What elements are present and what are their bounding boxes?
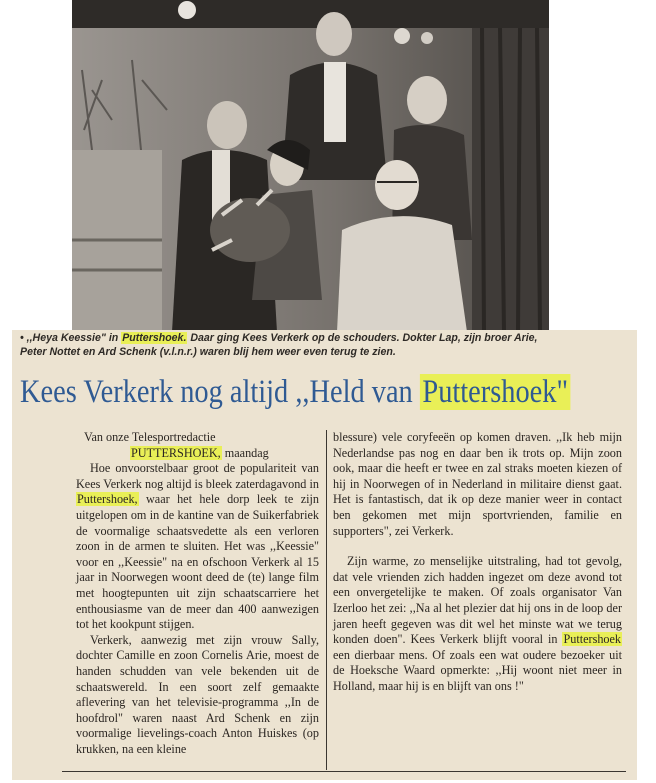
headline-text: Kees Verkerk nog altijd ,,Held van	[20, 374, 413, 410]
caption-place-highlight: Puttershoek.	[122, 332, 187, 344]
caption-bullet: •	[20, 332, 24, 344]
headline-place: Puttershoek	[422, 374, 557, 410]
photo-caption	[20, 332, 632, 359]
column-2-paragraph-2	[333, 554, 622, 694]
paragraph-2: Verkerk, aanwezig met zijn vrouw Sally, dochter Camille en zoon Cornelis Arie, moest de handen schudden van vele bekenden uit de schaatswereld. In een soort zelf gemaakte aflevering van het televisie-programma ,,In de hoofdrol" waren naast Ard Schenk en zijn voormalige lievelings-coach Anton Huiskes (op krukken, na een kleine	[76, 632, 319, 756]
group-photo-icon	[72, 0, 549, 332]
paragraph-1-place: Puttershoek,	[77, 492, 138, 507]
headline	[20, 372, 569, 412]
paragraph-1-a: Hoe onvoorstelbaar groot de populariteit van Kees Verkerk nog altijd is bleek zaterdagavond in	[76, 461, 319, 491]
column-2-place: Puttershoek	[563, 632, 622, 647]
article-column-1	[76, 430, 319, 757]
byline: Van onze Telesportredactie	[84, 430, 216, 444]
dateline-day: maandag	[224, 445, 269, 460]
paragraph-1-b: waar het hele dorp leek te zijn uitgelopen om in de kantine van de Suikerfabriek de voormalige schaatsvedette als een verloren zoon in de armen te sluiten. Het was ,,Keessie" voor en ,,Keessie" na en ofschoon Verkerk al 15 jaar in Noorwegen woont deed de (te) lange film met hoogtepunten uit zijn schaatscarriere het enthousiasme van de meer dan 400 aanwezigen tot het kookpunt stijgen.	[76, 492, 319, 632]
article-column-2	[333, 430, 622, 695]
headline-place-highlight	[420, 374, 571, 410]
column-2-paragraph-2-a: Zijn warme, zo menselijke uitstraling, had tot gevolg, dat vele vrienden zich hadden ingezet om deze avond tot een onvergetelijke te maken. Of zoals organisator Van Izerloo het zei: ,,Na al het plezier dat hij ons in de loop der jaren heeft gegeven was dit wel het minste wat we terug konden doen". Kees Verkerk blijft vooral in	[333, 554, 622, 647]
dateline-place: PUTTERSHOEK,	[131, 445, 221, 460]
bottom-rule	[62, 771, 626, 772]
news-photo	[72, 0, 549, 332]
column-divider	[326, 430, 327, 770]
caption-line2: Peter Nottet en Ard Schenk (v.l.n.r.) waren blij hem weer even terug te zien.	[20, 345, 396, 358]
column-2-paragraph-2-b: een dierbaar mens. Of zoals een wat oudere bezoeker uit de Hoeksche Waard opmerkte: ,,Hij woont niet meer in Holland, maar hij is en blijft van ons !"	[333, 647, 622, 693]
caption-line1: Daar ging Kees Verkerk op de schouders. Dokter Lap, zijn broer Arie,	[190, 332, 538, 344]
column-2-paragraph-1: blessure) vele coryfeeën op komen draven. ,,Ik heb mijn Nederlandse pas nog en daar ben ik trots op. Mijn zoon ook, maar die heeft er twee en zal straks moeten kiezen of hij in Noorwegen of in Nederland in militaire dienst gaat. Het is fantastisch, dat ik op deze manier weer in contact ben gekomen met mijn sportvrienden, familie en supporters", zei Verkerk.	[333, 430, 622, 538]
headline-close-quote: "	[556, 374, 569, 410]
paragraph-1	[76, 461, 319, 633]
dateline	[76, 446, 319, 462]
caption-quote: ,,Heya Keessie" in	[26, 332, 119, 344]
